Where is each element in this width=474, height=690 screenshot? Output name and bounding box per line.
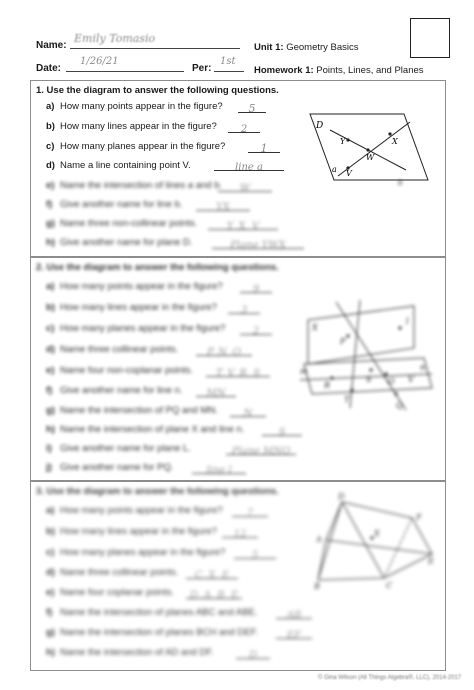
s1-answer-b[interactable]: 2 xyxy=(228,119,260,133)
s1-question-f: f) Give another name for line b. xyxy=(46,199,183,210)
s2-question-c: c) How many planes appear in the figure? xyxy=(46,323,226,334)
s1-question-e: e) Name the intersection of lines a and b. xyxy=(46,180,223,191)
s1-label-v: V xyxy=(346,169,352,178)
s3-label-e: E xyxy=(428,557,434,566)
s3-label-a: A xyxy=(316,535,322,544)
s2-label-x: X xyxy=(312,323,318,332)
per-label: Per: xyxy=(192,63,212,74)
s2-question-g: g) Name the intersection of PQ and MN. xyxy=(46,405,218,416)
s2-question-j: j) Give another name for PQ. xyxy=(46,462,174,473)
s2-two-planes-diagram xyxy=(296,298,436,424)
s1-label-b: b xyxy=(398,178,403,187)
s2-label-l: l xyxy=(406,317,409,326)
s3-answer-g[interactable]: EF xyxy=(276,625,312,639)
s3-question-g: g) Name the intersection of planes BCH and DEF. xyxy=(46,627,259,638)
s3-label-x: X xyxy=(374,529,380,538)
s2-question-f: f) Give another name for line n. xyxy=(46,385,183,396)
s1-answer-a[interactable]: 5 xyxy=(238,99,266,113)
s2-answer-c[interactable]: 2 xyxy=(240,321,272,335)
s2-answer-e[interactable]: T, V, R, S xyxy=(206,363,270,377)
s2-label-o: O xyxy=(388,377,395,386)
s3-answer-b[interactable]: 12 xyxy=(222,524,258,538)
s2-label-r: R xyxy=(324,381,331,390)
s2-question-d: d) Name three collinear points. xyxy=(46,344,179,355)
s1-question-d: d) Name a line containing point V. xyxy=(46,160,191,171)
s2-answer-d[interactable]: P, N, Q xyxy=(196,342,252,356)
s3-label-f: F xyxy=(416,513,422,522)
s3-answer-d[interactable]: C, X, E xyxy=(186,565,238,579)
s1-label-y: Y xyxy=(340,137,346,146)
s1-plane-diagram xyxy=(300,108,430,190)
s2-answer-h[interactable]: S xyxy=(262,422,302,436)
s1-label-d: D xyxy=(316,121,324,131)
s2-label-v: V xyxy=(408,375,414,384)
s1-answer-e[interactable]: W xyxy=(218,178,272,192)
section-3-title: 3. Use the diagram to answer the following questions. xyxy=(36,486,279,497)
s2-label-p: P xyxy=(340,337,346,346)
s2-answer-i[interactable]: Plane MNO xyxy=(226,441,296,455)
s1-answer-c[interactable]: 1 xyxy=(248,139,280,153)
s3-prism-diagram xyxy=(312,490,438,590)
s3-label-d: D xyxy=(338,492,345,501)
homework-line xyxy=(254,65,424,76)
s1-label-w: W xyxy=(366,153,375,162)
s3-question-b: b) How many lines appear in the figure? xyxy=(46,526,217,537)
s2-label-t: T xyxy=(344,395,350,404)
s2-question-h: h) Name the intersection of plane X and line n. xyxy=(46,424,245,435)
s3-answer-e[interactable]: D, A, B, E xyxy=(186,585,242,599)
s3-question-d: d) Name three collinear points. xyxy=(46,567,179,578)
section-1-title: 1. Use the diagram to answer the following questions. xyxy=(36,85,279,96)
s1-answer-f[interactable]: YX xyxy=(196,197,250,211)
s3-question-f: f) Name the intersection of planes ABC and ABE. xyxy=(46,607,258,618)
s2-question-e: e) Name four non-coplanar points. xyxy=(46,365,194,376)
unit-value: Geometry Basics xyxy=(286,42,359,53)
s2-question-a: a) How many points appear in the figure? xyxy=(46,281,223,292)
s1-question-c: c) How many planes appear in the figure? xyxy=(46,141,226,152)
s1-question-h: h) Give another name for plane D. xyxy=(46,237,193,248)
s2-label-s: S xyxy=(366,375,372,384)
score-box xyxy=(410,18,450,58)
s3-answer-h[interactable]: D xyxy=(236,645,270,659)
per-field xyxy=(214,56,244,72)
per-value: 1st xyxy=(220,56,236,67)
s3-answer-a[interactable]: 7 xyxy=(232,503,268,517)
s3-label-b: B xyxy=(314,582,320,590)
homework-value: Points, Lines, and Planes xyxy=(316,65,424,76)
s1-question-g: g) Name three non-collinear points. xyxy=(46,218,198,229)
s2-label-q: Q xyxy=(396,401,403,410)
s1-label-x: X xyxy=(392,137,398,146)
s2-question-i: i) Give another name for plane L. xyxy=(46,443,191,454)
date-label: Date: xyxy=(36,63,62,74)
s2-answer-f[interactable]: MN xyxy=(196,383,236,397)
s2-label-m: m xyxy=(300,367,308,376)
s1-question-b: b) How many lines appear in the figure? xyxy=(46,121,217,132)
name-value: Emily Tomasio xyxy=(74,32,156,45)
s3-label-c: C xyxy=(386,581,393,590)
s3-question-e: e) Name four coplanar points. xyxy=(46,587,175,598)
unit-label: Unit 1: xyxy=(254,42,284,53)
s3-question-c: c) How many planes appear in the figure? xyxy=(46,547,226,558)
s2-answer-j[interactable]: line l xyxy=(192,460,246,474)
unit-line xyxy=(254,42,359,53)
s2-question-b: b) How many lines appear in the figure? xyxy=(46,302,217,313)
s2-answer-a[interactable]: 9 xyxy=(240,279,272,293)
name-field xyxy=(70,32,240,49)
s3-question-h: h) Name the intersection of AD and DF. xyxy=(46,647,214,658)
s2-label-n: n xyxy=(420,363,426,372)
s1-question-a: a) How many points appear in the figure? xyxy=(46,101,223,112)
date-value: 1/26/21 xyxy=(80,56,119,67)
date-field xyxy=(66,56,184,72)
s3-question-a: a) How many points appear in the figure? xyxy=(46,505,223,516)
homework-label: Homework 1: xyxy=(254,65,314,76)
section-2-title: 2. Use the diagram to answer the following questions. xyxy=(36,262,279,273)
s3-answer-f[interactable]: AB xyxy=(276,605,312,619)
copyright-footer: © Gina Wilson (All Things Algebra®, LLC), 2014-2017 xyxy=(318,675,462,681)
s3-answer-c[interactable]: 5 xyxy=(234,545,276,559)
s1-label-a: a xyxy=(332,165,337,174)
s1-answer-h[interactable]: Plane YWX xyxy=(212,235,304,249)
s2-answer-g[interactable]: N xyxy=(230,403,266,417)
s1-answer-d[interactable]: line a xyxy=(214,157,284,171)
name-label: Name: xyxy=(36,40,67,51)
s1-answer-g[interactable]: Y, X, V xyxy=(208,216,278,230)
s2-answer-b[interactable]: 3 xyxy=(228,300,260,314)
